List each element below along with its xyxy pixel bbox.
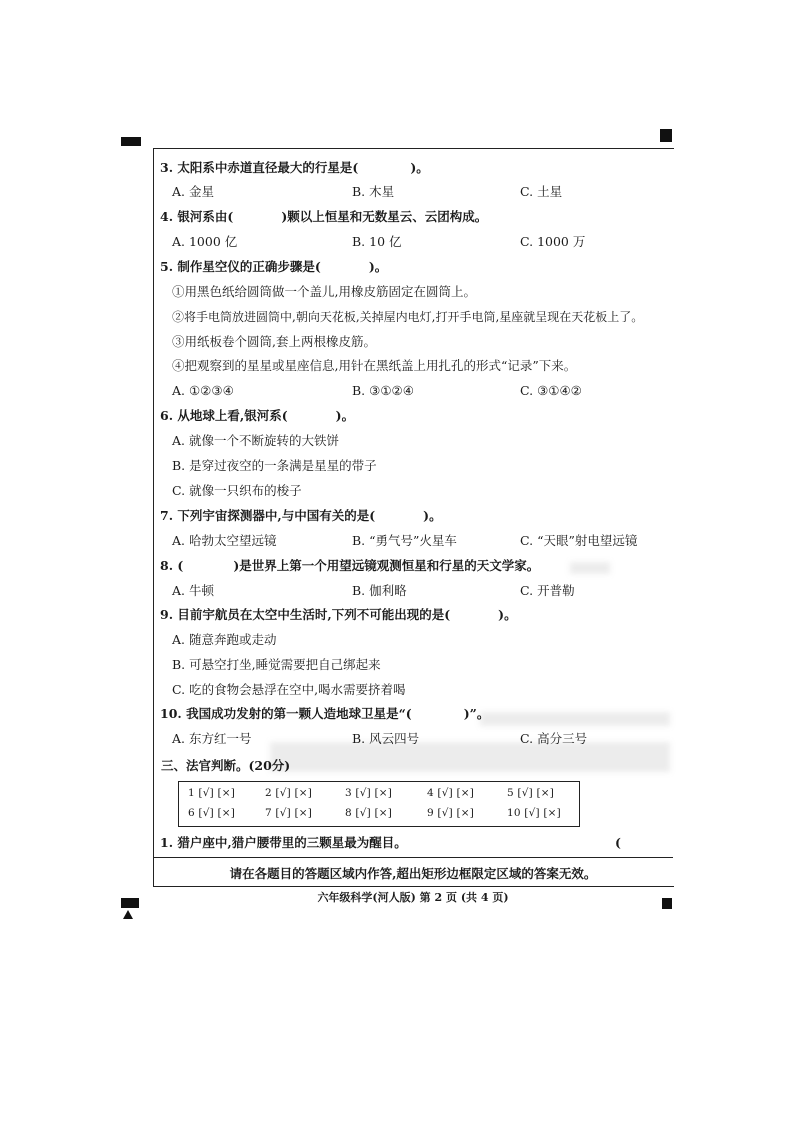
answer-3[interactable]: 3 [√] [×] bbox=[345, 787, 393, 799]
question-9 bbox=[160, 607, 517, 623]
q7-option-c[interactable]: C. “天眼”射电望远镜 bbox=[520, 533, 638, 548]
answer-region-notice: 请在各题目的答题区域内作答,超出矩形边框限定区域的答案无效。 bbox=[153, 857, 673, 882]
q6-option-a[interactable]: A. 就像一个不断旋转的大铁饼 bbox=[172, 433, 339, 448]
question-5-text: 5. 制作星空仪的正确步骤是( bbox=[160, 259, 321, 274]
q5-step-1: ①用黑色纸给圆筒做一个盖儿,用橡皮筋固定在圆筒上。 bbox=[172, 284, 476, 299]
question-3 bbox=[160, 160, 429, 176]
q9-option-c[interactable]: C. 吃的食物会悬浮在空中,喝水需要挤着喝 bbox=[172, 682, 406, 697]
q4-option-b[interactable]: B. 10 亿 bbox=[352, 234, 402, 249]
q10-option-a[interactable]: A. 东方红一号 bbox=[172, 731, 252, 746]
scan-smudge bbox=[270, 742, 670, 772]
answer-10[interactable]: 10 [√] [×] bbox=[507, 807, 561, 819]
question-3-text: 3. 太阳系中赤道直径最大的行星是( bbox=[160, 160, 359, 175]
q10-option-b[interactable]: B. 风云四号 bbox=[352, 731, 420, 746]
q5-option-c[interactable]: C. ③①④② bbox=[520, 383, 582, 398]
q3-option-a[interactable]: A. 金星 bbox=[172, 184, 214, 199]
question-4-suffix: )颗以上恒星和无数星云、云团构成。 bbox=[281, 209, 488, 224]
q7-option-b[interactable]: B. “勇气号”火星车 bbox=[352, 533, 457, 548]
question-10 bbox=[160, 706, 489, 722]
scan-smudge bbox=[570, 562, 610, 574]
section-three-heading: 三、法官判断。(20分) bbox=[161, 758, 291, 773]
judge-question-1-bracket[interactable]: ( bbox=[615, 835, 621, 850]
q5-step-3: ③用纸板卷个圆筒,套上两根橡皮筋。 bbox=[172, 334, 376, 349]
question-8 bbox=[160, 558, 539, 574]
judge-question-1: 1. 猎户座中,猎户腰带里的三颗星最为醒目。 bbox=[160, 835, 407, 850]
q5-option-b[interactable]: B. ③①②④ bbox=[352, 383, 414, 398]
answer-6[interactable]: 6 [√] [×] bbox=[188, 807, 236, 819]
question-7-text: 7. 下列宇宙探测器中,与中国有关的是( bbox=[160, 508, 376, 523]
corner-marker-top-right bbox=[660, 129, 672, 142]
q5-option-a[interactable]: A. ①②③④ bbox=[172, 383, 234, 398]
question-5-suffix: )。 bbox=[368, 259, 388, 274]
scan-smudge bbox=[480, 712, 670, 726]
question-9-text: 9. 目前宇航员在太空中生活时,下列不可能出现的是( bbox=[160, 607, 451, 622]
question-6-suffix: )。 bbox=[335, 408, 355, 423]
q5-step-4: ④把观察到的星星或星座信息,用针在黑纸盖上用扎孔的形式“记录”下来。 bbox=[172, 358, 577, 373]
question-10-text: 10. 我国成功发射的第一颗人造地球卫星是“( bbox=[160, 706, 412, 721]
q3-option-b[interactable]: B. 木星 bbox=[352, 184, 395, 199]
q8-option-b[interactable]: B. 伽利略 bbox=[352, 583, 407, 598]
answer-7[interactable]: 7 [√] [×] bbox=[265, 807, 313, 819]
q5-step-2: ②将手电筒放进圆筒中,朝向天花板,关掉屋内电灯,打开手电筒,星座就呈现在天花板上了。 bbox=[172, 310, 644, 324]
q7-option-a[interactable]: A. 哈勃太空望远镜 bbox=[172, 533, 277, 548]
corner-marker-bottom-left bbox=[121, 898, 139, 908]
question-3-suffix: )。 bbox=[410, 160, 429, 175]
q9-option-a[interactable]: A. 随意奔跑或走动 bbox=[172, 632, 277, 647]
question-8-suffix: )是世界上第一个用望远镜观测恒星和行星的天文学家。 bbox=[233, 558, 540, 573]
question-6-text: 6. 从地球上看,银河系( bbox=[160, 408, 288, 423]
q10-option-c[interactable]: C. 高分三号 bbox=[520, 731, 588, 746]
question-5 bbox=[160, 259, 387, 275]
question-6 bbox=[160, 408, 354, 424]
q6-option-c[interactable]: C. 就像一只织布的梭子 bbox=[172, 483, 302, 498]
q4-option-c[interactable]: C. 1000 万 bbox=[520, 234, 586, 249]
question-4 bbox=[160, 209, 487, 225]
answer-4[interactable]: 4 [√] [×] bbox=[427, 787, 475, 799]
answer-1[interactable]: 1 [√] [×] bbox=[188, 787, 236, 799]
q3-option-c[interactable]: C. 土星 bbox=[520, 184, 563, 199]
answer-5[interactable]: 5 [√] [×] bbox=[507, 787, 555, 799]
page-footer: 六年级科学(河人版) 第 2 页 (共 4 页) bbox=[317, 891, 509, 904]
question-10-suffix: )”。 bbox=[463, 706, 490, 721]
q8-option-c[interactable]: C. 开普勒 bbox=[520, 583, 575, 598]
question-7-suffix: )。 bbox=[423, 508, 442, 523]
answer-9[interactable]: 9 [√] [×] bbox=[427, 807, 475, 819]
q8-option-a[interactable]: A. 牛顿 bbox=[172, 583, 214, 598]
question-9-suffix: )。 bbox=[498, 607, 517, 622]
q9-option-b[interactable]: B. 可悬空打坐,睡觉需要把自己绑起来 bbox=[172, 657, 381, 672]
judgement-answer-box bbox=[178, 781, 580, 827]
corner-marker-top-left bbox=[121, 137, 141, 146]
question-4-text: 4. 银河系由( bbox=[160, 209, 234, 224]
question-8-text: 8. ( bbox=[160, 558, 184, 573]
answer-2[interactable]: 2 [√] [×] bbox=[265, 787, 313, 799]
q4-option-a[interactable]: A. 1000 亿 bbox=[172, 234, 238, 249]
orientation-triangle-icon bbox=[123, 910, 133, 919]
q6-option-b[interactable]: B. 是穿过夜空的一条满是星星的带子 bbox=[172, 458, 377, 473]
question-7 bbox=[160, 508, 442, 524]
answer-8[interactable]: 8 [√] [×] bbox=[345, 807, 393, 819]
